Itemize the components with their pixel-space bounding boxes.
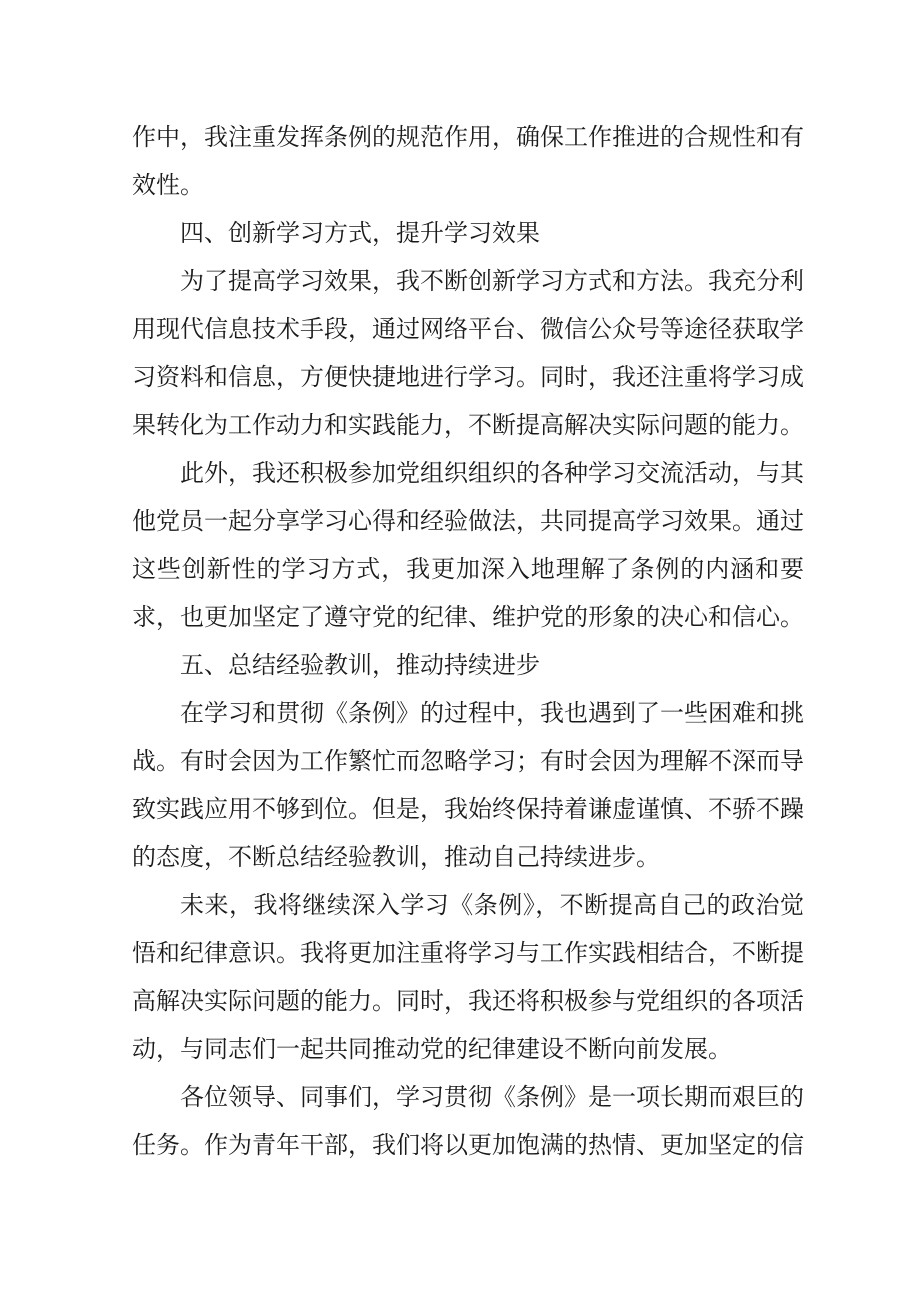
paragraph: 此外，我还积极参加党组织组织的各种学习交流活动，与其他党员一起分享学习心得和经验做法，共同提高学习效果。通过这些创新性的学习方式，我更加深入地理解了条例的内涵和要求，也更加坚定了遵守党的纪律、维护党的形象的决心和信心。 — [132, 459, 804, 631]
paragraph: 各位领导、同事们，学习贯彻《条例》是一项长期而艰巨的任务。作为青年干部，我们将以更加饱满的热情、更加坚定的信 — [132, 1083, 804, 1159]
paragraph: 为了提高学习效果，我不断创新学习方式和方法。我充分利用现代信息技术手段，通过网络平台、微信公众号等途径获取学习资料和信息，方便快捷地进行学习。同时，我还注重将学习成果转化为工作动力和实践能力，不断提高解决实际问题的能力。 — [132, 267, 804, 439]
paragraph: 未来，我将继续深入学习《条例》，不断提高自己的政治觉悟和纪律意识。我将更加注重将学习与工作实践相结合，不断提高解决实际问题的能力。同时，我还将积极参与党组织的各项活动，与同志们一起共同推动党的纪律建设不断向前发展。 — [132, 891, 804, 1063]
paragraph-continuation: 作中，我注重发挥条例的规范作用，确保工作推进的合规性和有效性。 — [132, 123, 804, 199]
section-heading-5: 五、总结经验教训，推动持续进步 — [180, 651, 540, 679]
section-heading-4: 四、创新学习方式，提升学习效果 — [180, 219, 540, 247]
paragraph: 在学习和贯彻《条例》的过程中，我也遇到了一些困难和挑战。有时会因为工作繁忙而忽略学习；有时会因为理解不深而导致实践应用不够到位。但是，我始终保持着谦虚谨慎、不骄不躁的态度，不断总结经验教训，推动自己持续进步。 — [132, 699, 804, 871]
document-body — [132, 113, 804, 1169]
